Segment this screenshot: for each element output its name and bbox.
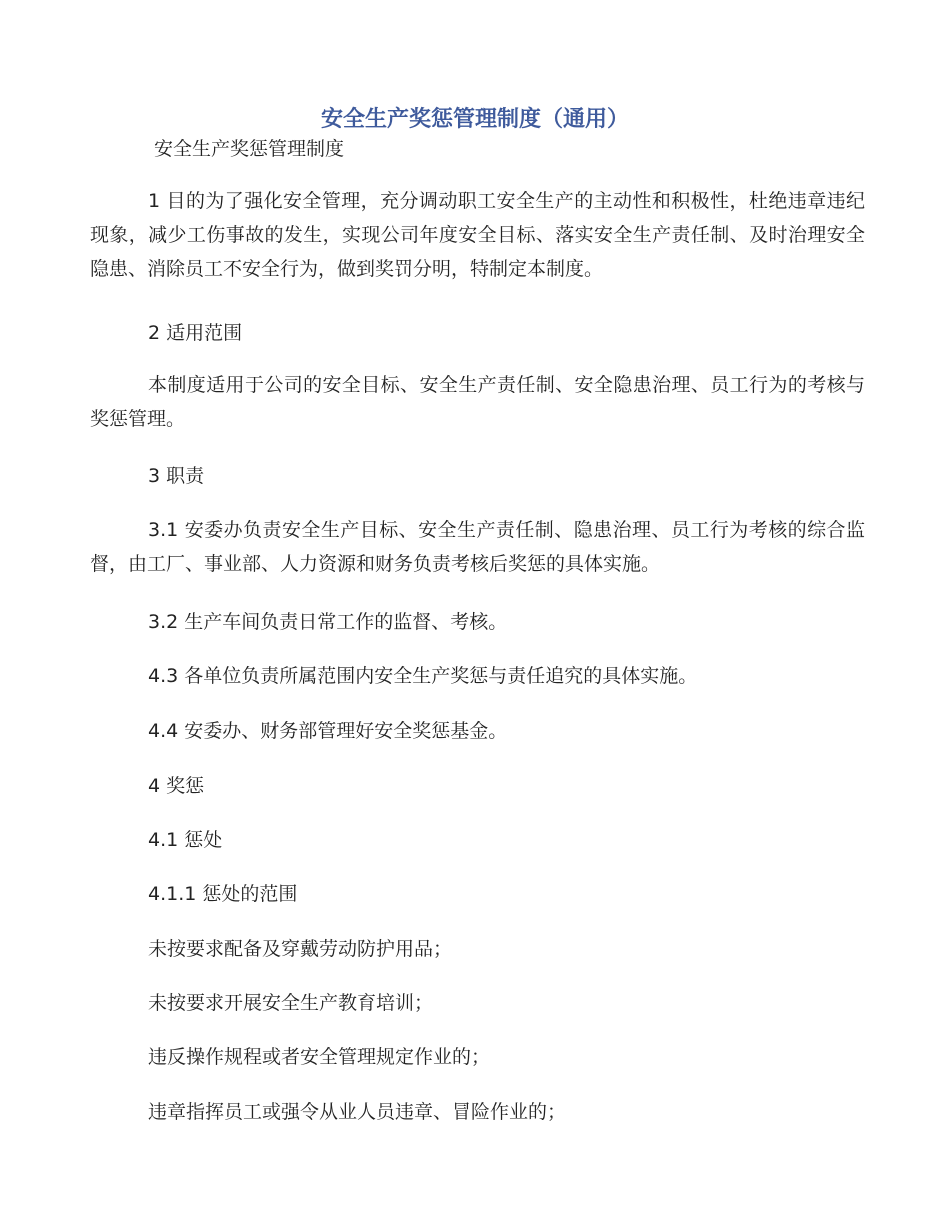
heading-penalty-scope: 4.1.1 惩处的范围 <box>148 883 298 905</box>
heading-penalties: 4.1 惩处 <box>148 829 223 851</box>
paragraph-duty-4-4: 4.4 安委办、财务部管理好安全奖惩基金。 <box>148 720 508 742</box>
paragraph-duty-3-1: 3.1 安委办负责安全生产目标、安全生产责任制、隐患治理、员工行为考核的综合监督，由工厂、事业部、人力资源和财务负责考核后奖惩的具体实施。 <box>90 519 865 575</box>
list-item: 违反操作规程或者安全管理规定作业的； <box>148 1046 491 1068</box>
paragraph-scope: 本制度适用于公司的安全目标、安全生产责任制、安全隐患治理、员工行为的考核与奖惩管理。 <box>90 374 865 430</box>
list-item: 违章指挥员工或强令从业人员违章、冒险作业的； <box>148 1101 567 1123</box>
paragraph-purpose: 1 目的为了强化安全管理，充分调动职工安全生产的主动性和积极性，杜绝违章违纪现象，减少工伤事故的发生，实现公司年度安全目标、落实安全生产责任制、及时治理安全隐患、消除员工不安全行为，做到奖罚分明，特制定本制度。 <box>90 190 865 280</box>
paragraph-duty-4-3: 4.3 各单位负责所属范围内安全生产奖惩与责任追究的具体实施。 <box>148 665 698 687</box>
list-item: 未按要求配备及穿戴劳动防护用品； <box>148 938 453 960</box>
paragraph-duty-3-2: 3.2 生产车间负责日常工作的监督、考核。 <box>148 611 508 633</box>
list-item: 未按要求开展安全生产教育培训； <box>148 992 434 1014</box>
heading-scope: 2 适用范围 <box>148 322 243 344</box>
document-subtitle: 安全生产奖惩管理制度 <box>154 138 345 160</box>
heading-duties: 3 职责 <box>148 465 205 487</box>
heading-rewards-penalties: 4 奖惩 <box>148 775 205 797</box>
document-title: 安全生产奖惩管理制度（通用） <box>320 107 629 132</box>
